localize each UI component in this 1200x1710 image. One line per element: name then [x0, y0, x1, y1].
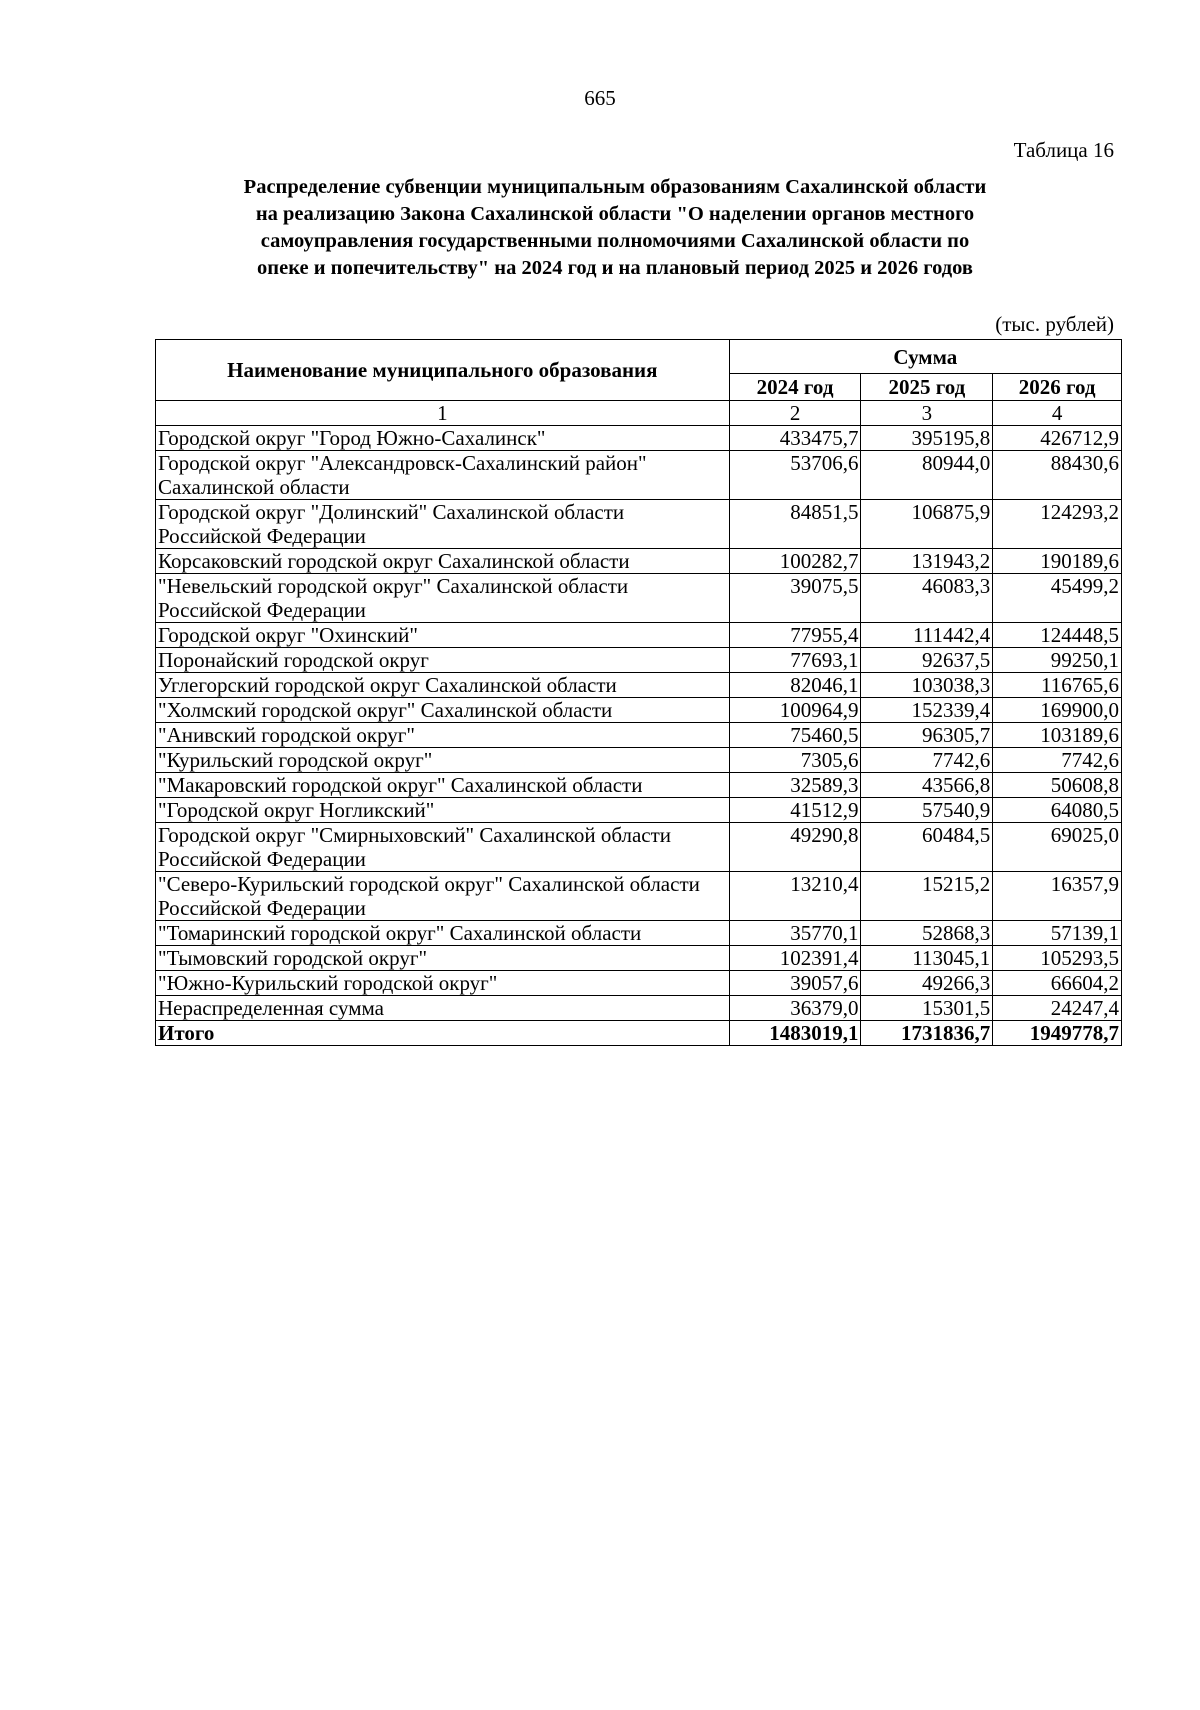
value-2026: 116765,6 [993, 673, 1122, 698]
title-line: опеке и попечительству" на 2024 год и на плановый период 2025 и 2026 годов [257, 257, 973, 279]
value-2026: 57139,1 [993, 921, 1122, 946]
value-2026: 426712,9 [993, 426, 1122, 451]
title-line: Распределение субвенции муниципальным образованиям Сахалинской области [243, 176, 987, 198]
value-2026: 88430,6 [993, 451, 1122, 500]
table-row [156, 773, 1122, 798]
value-2025: 15215,2 [861, 872, 993, 921]
municipality-name: Городской округ "Смирныховский" Сахалинской области Российской Федерации [156, 823, 730, 872]
value-2025: 7742,6 [861, 748, 993, 773]
total-2024: 1483019,1 [729, 1021, 861, 1046]
value-2026: 7742,6 [993, 748, 1122, 773]
table-row [156, 698, 1122, 723]
total-label: Итого [156, 1021, 730, 1046]
table-row [156, 798, 1122, 823]
table-row [156, 451, 1122, 500]
value-2024: 35770,1 [729, 921, 861, 946]
value-2025: 52868,3 [861, 921, 993, 946]
municipality-name: "Тымовский городской округ" [156, 946, 730, 971]
value-2024: 100282,7 [729, 549, 861, 574]
municipality-name: "Северо-Курильский городской округ" Сахалинской области Российской Федерации [156, 872, 730, 921]
value-2026: 169900,0 [993, 698, 1122, 723]
table-row [156, 723, 1122, 748]
table-row [156, 549, 1122, 574]
value-2024: 32589,3 [729, 773, 861, 798]
table-row [156, 823, 1122, 872]
value-2026: 16357,9 [993, 872, 1122, 921]
value-2024: 13210,4 [729, 872, 861, 921]
total-2026: 1949778,7 [993, 1021, 1122, 1046]
municipality-name: "Холмский городской округ" Сахалинской области [156, 698, 730, 723]
municipality-name: Поронайский городской округ [156, 648, 730, 673]
title-line: на реализацию Закона Сахалинской области "О наделении органов местного [255, 203, 975, 225]
header-sum: Сумма [729, 340, 1121, 374]
municipality-name: "Анивский городской округ" [156, 723, 730, 748]
value-2024: 49290,8 [729, 823, 861, 872]
value-2024: 77955,4 [729, 623, 861, 648]
value-2025: 113045,1 [861, 946, 993, 971]
table-row [156, 500, 1122, 549]
value-2024: 82046,1 [729, 673, 861, 698]
column-number: 4 [993, 401, 1122, 426]
value-2024: 7305,6 [729, 748, 861, 773]
value-2024: 41512,9 [729, 798, 861, 823]
value-2024: 100964,9 [729, 698, 861, 723]
value-2024: 75460,5 [729, 723, 861, 748]
municipality-name: "Курильский городской округ" [156, 748, 730, 773]
value-2025: 92637,5 [861, 648, 993, 673]
value-2025: 43566,8 [861, 773, 993, 798]
value-2024: 433475,7 [729, 426, 861, 451]
header-year-2026: 2026 год [993, 374, 1122, 401]
table-body [156, 426, 1122, 1046]
value-2024: 102391,4 [729, 946, 861, 971]
value-2025: 131943,2 [861, 549, 993, 574]
table-row [156, 623, 1122, 648]
document-title [150, 174, 1080, 282]
column-number: 1 [156, 401, 730, 426]
table-row [156, 748, 1122, 773]
title-line: самоуправления государственными полномочиями Сахалинской области по [260, 230, 970, 252]
value-2025: 111442,4 [861, 623, 993, 648]
total-2025: 1731836,7 [861, 1021, 993, 1046]
column-number: 2 [729, 401, 861, 426]
value-2025: 46083,3 [861, 574, 993, 623]
value-2026: 66604,2 [993, 971, 1122, 996]
value-2024: 53706,6 [729, 451, 861, 500]
table-row [156, 946, 1122, 971]
table-label: Таблица 16 [1013, 138, 1114, 162]
municipality-name: Городской округ "Долинский" Сахалинской области Российской Федерации [156, 500, 730, 549]
value-2026: 105293,5 [993, 946, 1122, 971]
page-number: 665 [584, 86, 616, 110]
value-2026: 124448,5 [993, 623, 1122, 648]
value-2025: 96305,7 [861, 723, 993, 748]
table-row [156, 426, 1122, 451]
municipality-name: "Городской округ Ногликский" [156, 798, 730, 823]
value-2024: 77693,1 [729, 648, 861, 673]
municipality-name: Городской округ "Александровск-Сахалинский район" Сахалинской области [156, 451, 730, 500]
table-row [156, 872, 1122, 921]
value-2026: 64080,5 [993, 798, 1122, 823]
table-row [156, 921, 1122, 946]
municipality-name: "Макаровский городской округ" Сахалинской области [156, 773, 730, 798]
header-year-2024: 2024 год [729, 374, 861, 401]
subvention-table [155, 339, 1122, 1046]
table-row [156, 971, 1122, 996]
value-2025: 80944,0 [861, 451, 993, 500]
value-2025: 152339,4 [861, 698, 993, 723]
value-2025: 395195,8 [861, 426, 993, 451]
value-2026: 99250,1 [993, 648, 1122, 673]
value-2024: 39057,6 [729, 971, 861, 996]
value-2026: 103189,6 [993, 723, 1122, 748]
value-2026: 190189,6 [993, 549, 1122, 574]
value-2026: 45499,2 [993, 574, 1122, 623]
municipality-name: Корсаковский городской округ Сахалинской области [156, 549, 730, 574]
municipality-name: Городской округ "Город Южно-Сахалинск" [156, 426, 730, 451]
header-name: Наименование муниципального образования [156, 340, 730, 401]
total-row [156, 1021, 1122, 1046]
value-2026: 50608,8 [993, 773, 1122, 798]
header-year-2025: 2025 год [861, 374, 993, 401]
value-2026: 24247,4 [993, 996, 1122, 1021]
municipality-name: Нераспределенная сумма [156, 996, 730, 1021]
table-row [156, 996, 1122, 1021]
value-2025: 57540,9 [861, 798, 993, 823]
value-2026: 69025,0 [993, 823, 1122, 872]
value-2025: 103038,3 [861, 673, 993, 698]
units-label: (тыс. рублей) [995, 312, 1114, 336]
table-row [156, 574, 1122, 623]
value-2024: 84851,5 [729, 500, 861, 549]
municipality-name: "Южно-Курильский городской округ" [156, 971, 730, 996]
value-2024: 36379,0 [729, 996, 861, 1021]
value-2025: 15301,5 [861, 996, 993, 1021]
municipality-name: "Томаринский городской округ" Сахалинской области [156, 921, 730, 946]
municipality-name: Углегорский городской округ Сахалинской области [156, 673, 730, 698]
value-2024: 39075,5 [729, 574, 861, 623]
value-2025: 49266,3 [861, 971, 993, 996]
table-row [156, 673, 1122, 698]
value-2026: 124293,2 [993, 500, 1122, 549]
value-2025: 60484,5 [861, 823, 993, 872]
table-row [156, 648, 1122, 673]
municipality-name: "Невельский городской округ" Сахалинской области Российской Федерации [156, 574, 730, 623]
value-2025: 106875,9 [861, 500, 993, 549]
column-number: 3 [861, 401, 993, 426]
municipality-name: Городской округ "Охинский" [156, 623, 730, 648]
